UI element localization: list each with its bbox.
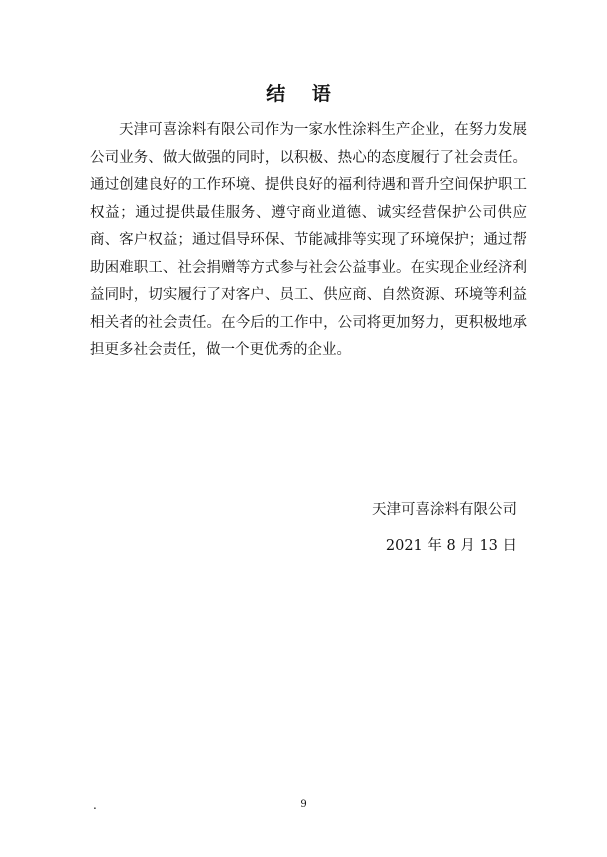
footer-mark: . bbox=[93, 798, 97, 812]
page-title: 结 语 bbox=[266, 83, 341, 105]
conclusion-paragraph: 天津可喜涂料有限公司作为一家水性涂料生产企业，在努力发展公司业务、做大做强的同时，以积极、热心的态度履行了社会责任。通过创建良好的工作环境、提供良好的福利待遇和晋升空间保护职工权益；通过提供最佳服务、遵守商业道德、诚实经营保护公司供应商、客户权益；通过倡导环保、节能减排等实现了环境保护；通过帮助困难职工、社会捐赠等方式参与社会公益事业。在实现企业经济利益同时，切实履行了对客户、员工、供应商、自然资源、环境等利益相关者的社会责任。在今后的工作中，公司将更加努力，更积极地承担更多社会责任，做一个更优秀的企业。 bbox=[90, 122, 527, 358]
signature-date: 2021 年 8 月 13 日 bbox=[385, 538, 517, 554]
signature-company: 天津可喜涂料有限公司 bbox=[372, 502, 517, 518]
page-number: 9 bbox=[300, 799, 307, 810]
